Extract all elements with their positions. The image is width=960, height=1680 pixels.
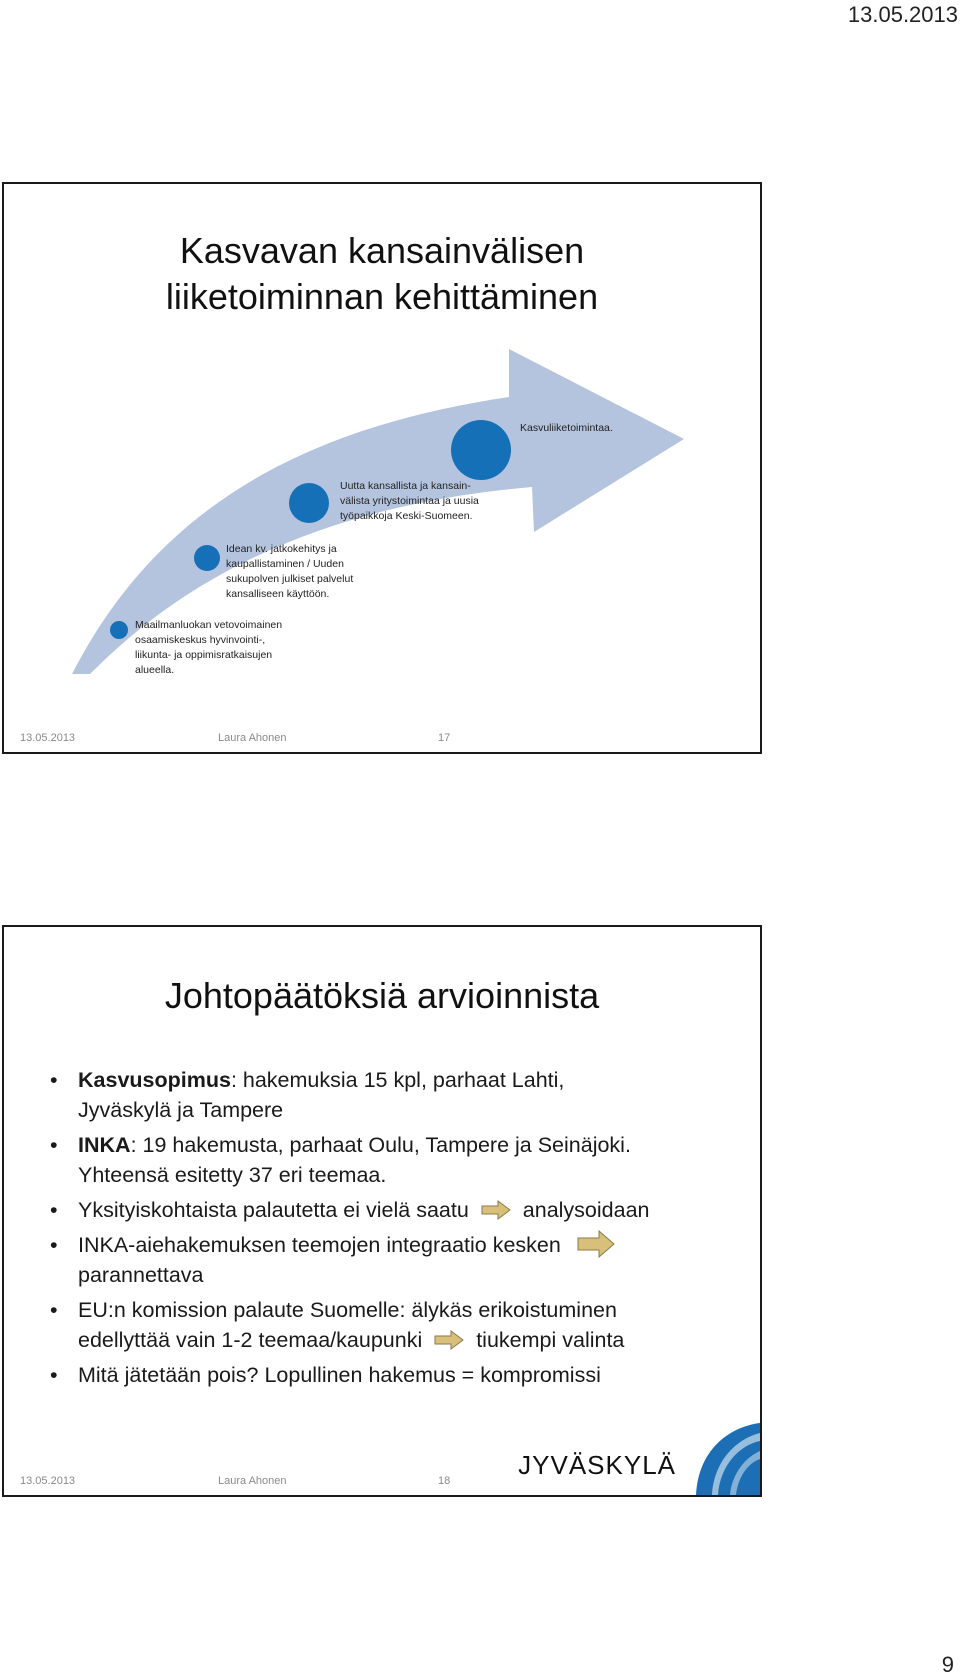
stage-1-line: osaamiskeskus hyvinvointi-, (135, 634, 266, 646)
bullet-text: Yhteensä esitetty 37 eri teemaa. (78, 1163, 387, 1187)
bullet-text: INKA-aiehakemuksen teemojen integraatio kesken (78, 1233, 561, 1257)
page-number: 9 (941, 1652, 954, 1677)
bullet-icon: • (50, 1298, 58, 1322)
stage-4-circle (451, 420, 511, 480)
slide-17 (2, 182, 762, 754)
conclusions-list (38, 1065, 738, 1395)
stage-3-line: työpaikkoja Keski-Suomeen. (340, 510, 473, 522)
bullet-icon: • (50, 1068, 58, 1092)
jyvaskyla-logo-icon (688, 1423, 760, 1495)
stage-3-line: välista yritystoimintaa ja uusia (340, 495, 479, 507)
bullet-text: : hakemuksia 15 kpl, parhaat Lahti, (230, 1068, 565, 1092)
list-item (38, 1130, 738, 1190)
slide-17-title-line2: liiketoiminnan kehittäminen (165, 276, 599, 317)
bullet-bold-label: INKA (78, 1133, 131, 1157)
stage-3-text (340, 480, 482, 522)
bullet-text: parannettava (78, 1263, 204, 1287)
slide-18-title: Johtopäätöksiä arvioinnista (164, 975, 600, 1016)
list-item (38, 1295, 738, 1355)
slide-17-footer-author: Laura Ahonen (218, 732, 287, 744)
stage-3-line: Uutta kansallista ja kansain- (340, 480, 471, 492)
stage-2-circle (194, 545, 220, 571)
stage-1-line: Maailmanluokan vetovoimainen (135, 619, 283, 631)
bullet-icon: • (50, 1133, 58, 1157)
stage-2-line: sukupolven julkiset palvelut (226, 573, 354, 585)
stage-1-text (135, 619, 285, 676)
bullet-text: EU:n komission palaute Suomelle: älykäs erikoistuminen (78, 1298, 617, 1322)
slide-17-footer-date: 13.05.2013 (20, 732, 76, 744)
growth-arrow-diagram (4, 184, 764, 756)
stage-2-line: Idean kv. jatkokehitys ja (226, 543, 337, 555)
stage-2-text (226, 543, 356, 600)
stage-4-line: Kasvuliiketoimintaa. (520, 422, 613, 434)
jyvaskyla-logo-text: JYVÄSKYLÄ (518, 1450, 676, 1480)
stage-2-line: kansalliseen käyttöön. (226, 588, 330, 600)
bullet-text: Yksityiskohtaista palautetta ei vielä saatu (78, 1198, 469, 1222)
slide-17-footer-number: 17 (438, 732, 451, 744)
list-item (38, 1230, 738, 1290)
stage-1-line: alueella. (135, 664, 175, 676)
bullet-text: : 19 hakemusta, parhaat Oulu, Tampere ja Seinäjoki. (130, 1133, 631, 1157)
stage-1-line: liikunta- ja oppimisratkaisujen (135, 649, 273, 661)
slide-18-footer-author: Laura Ahonen (218, 1475, 287, 1487)
stage-1-circle (110, 621, 128, 639)
bullet-icon: • (50, 1233, 58, 1257)
slide-18-footer-date: 13.05.2013 (20, 1475, 76, 1487)
stage-3-circle (289, 483, 329, 523)
list-item (38, 1195, 738, 1225)
right-arrow-icon (577, 1230, 615, 1258)
bullet-icon: • (50, 1363, 58, 1387)
bullet-text: edellyttää vain 1-2 teemaa/kaupunki (78, 1328, 423, 1352)
bullet-text: analysoidaan (522, 1198, 650, 1222)
slide-18 (2, 925, 762, 1497)
slide-17-title-line1: Kasvavan kansainvälisen (179, 230, 585, 271)
bullet-text: tiukempi valinta (476, 1328, 625, 1352)
list-item (38, 1065, 738, 1125)
stage-4-text (520, 422, 613, 434)
bullet-text: Jyväskylä ja Tampere (78, 1098, 284, 1122)
slide-18-footer-number: 18 (438, 1475, 451, 1487)
bullet-text: Mitä jätetään pois? Lopullinen hakemus = kompromissi (78, 1363, 601, 1387)
right-arrow-icon (481, 1200, 511, 1220)
bullet-icon: • (50, 1198, 58, 1222)
right-arrow-icon (434, 1330, 464, 1350)
list-item (38, 1360, 738, 1390)
page-date: 13.05.2013 (847, 2, 958, 27)
bullet-bold-label: Kasvusopimus (78, 1068, 231, 1092)
stage-2-line: kaupallistaminen / Uuden (226, 558, 344, 570)
